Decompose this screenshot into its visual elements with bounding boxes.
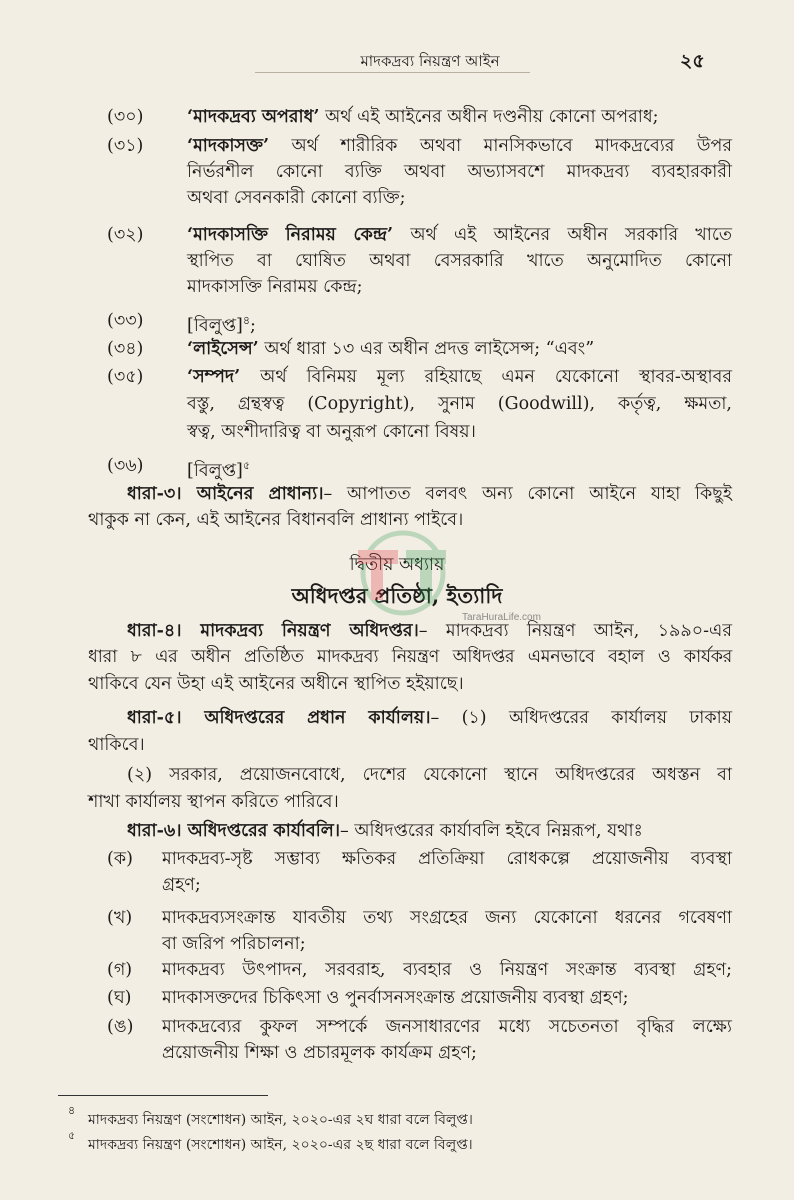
definition-text: অর্থ শারীরিক অথবা মানসিকভাবে মাদকদ্রব্যের উপর	[269, 136, 732, 156]
section-5-line2: থাকিবে।	[88, 735, 145, 755]
item-number: (ঘ)	[107, 988, 132, 1008]
footnote-mark: ৪	[68, 1104, 76, 1117]
item-number: (খ)	[107, 908, 133, 928]
definition-text: অর্থ ধারা ১৩ এর অধীন প্রদত্ত লাইসেন্স; “এবং”	[258, 339, 595, 359]
footnote-rule	[58, 1095, 268, 1096]
definition-36	[187, 453, 250, 484]
item-number: (ঙ)	[107, 1017, 134, 1037]
clause-number: (৩৩)	[107, 311, 144, 331]
item-nga-line1: মাদকদ্রব্যের কুফল সম্পর্কে জনসাধারণের মধ্যে সচেতনতা বৃদ্ধির লক্ষ্যে	[162, 1017, 732, 1037]
defined-term: ‘মাদকদ্রব্য অপরাধ’	[187, 107, 320, 127]
punctuation: ;	[249, 315, 256, 336]
definition-32-line3: মাদকাসক্তি নিরাময় কেন্দ্র;	[187, 277, 363, 297]
definition-31-line3: অথবা সেবনকারী কোনো ব্যক্তি;	[187, 188, 406, 208]
section-text: – মাদকদ্রব্য নিয়ন্ত্রণ আইন, ১৯৯০-এর	[418, 621, 732, 641]
item-kha-line1: মাদকদ্রব্যসংক্রান্ত যাবতীয় তথ্য সংগ্রহের জন্য যেকোনো ধরনের গবেষণা	[162, 908, 732, 928]
item-ka-line2: গ্রহণ;	[162, 875, 201, 895]
chapter-title: দ্বিতীয় অধ্যায়	[349, 555, 445, 575]
section-text: – (১) অধিদপ্তরের কার্যালয় ঢাকায়	[430, 708, 732, 728]
section-heading: ধারা-৫। অধিদপ্তরের প্রধান কার্যালয়।	[127, 708, 431, 728]
header-rule	[255, 72, 530, 73]
section-3-line2: থাকুক না কেন, এই আইনের বিধানবলি প্রাধান্য পাইবে।	[88, 510, 464, 530]
section-5-sub2-line2: শাখা কার্যালয় স্থাপন করিতে পারিবে।	[88, 792, 339, 812]
item-number: (গ)	[107, 960, 133, 980]
item-ga-line1: মাদকদ্রব্য উৎপাদন, সরবরাহ, ব্যবহার ও নিয়ন্ত্রণ সংক্রান্ত ব্যবস্থা গ্রহণ;	[162, 960, 732, 980]
item-kha-line2: বা জরিপ পরিচালনা;	[162, 934, 306, 954]
definition-35-line2: বস্তু, গ্রন্থস্বত্ব (Copyright), সুনাম (Goodwill), কর্তৃত্ব, ক্ষমতা,	[187, 394, 732, 414]
defined-term: ‘মাদকাসক্তি নিরাময় কেন্দ্র’	[187, 225, 394, 245]
repealed-text: [বিলুপ্ত]	[187, 460, 243, 481]
section-5-sub2-line1: (২) সরকার, প্রয়োজনবোধে, দেশের যেকোনো স্থানে অধিদপ্তরের অধস্তন বা	[127, 765, 732, 785]
definition-34	[187, 336, 732, 362]
section-heading: ধারা-৩। আইনের প্রাধান্য।	[127, 484, 324, 504]
definition-30	[187, 104, 732, 130]
definition-text: অর্থ এই আইনের অধীন দণ্ডনীয় কোনো অপরাধ;	[319, 107, 659, 127]
watermark-text: TaraHuraLife.com	[462, 612, 541, 623]
definition-text: অর্থ বিনিময় মূল্য রহিয়াছে এমন যেকোনো স্থাবর-অস্থাবর	[240, 367, 732, 387]
item-gha-line1: মাদকাসক্তদের চিকিৎসা ও পুনর্বাসনসংক্রান্ত প্রয়োজনীয় ব্যবস্থা গ্রহণ;	[162, 988, 629, 1008]
clause-number: (৩১)	[107, 136, 144, 156]
section-6-line1	[127, 818, 732, 844]
clause-number: (৩০)	[107, 107, 144, 127]
clause-number: (৩২)	[107, 225, 144, 245]
repealed-text: [বিলুপ্ত]	[187, 315, 243, 336]
definition-text: অর্থ এই আইনের অধীন সরকারি খাতে	[393, 225, 732, 245]
definition-32-line1	[187, 222, 732, 248]
chapter-subtitle: অধিদপ্তর প্রতিষ্ঠা, ইত্যাদি	[291, 583, 503, 608]
footnote-5: মাদকদ্রব্য নিয়ন্ত্রণ (সংশোধন) আইন, ২০২০-এর ২ছ ধারা বলে বিলুপ্ত।	[88, 1137, 473, 1153]
page-number: ২৫	[680, 50, 705, 72]
section-4-line2: ধারা ৮ এর অধীন প্রতিষ্ঠিত মাদকদ্রব্য নিয়ন্ত্রণ অধিদপ্তর এমনভাবে বহাল ও কার্যকর	[88, 647, 732, 667]
clause-number: (৩৫)	[107, 367, 144, 387]
clause-number: (৩৬)	[107, 456, 144, 476]
footnote-4: মাদকদ্রব্য নিয়ন্ত্রণ (সংশোধন) আইন, ২০২০-এর ২ঘ ধারা বলে বিলুপ্ত।	[88, 1112, 473, 1128]
definition-35-line3: স্বত্ব, অংশীদারিত্ব বা অনুরূপ কোনো বিষয়।	[187, 422, 476, 442]
definition-32-line2: স্থাপিত বা ঘোষিত অথবা বেসরকারি খাতে অনুমোদিত কোনো	[187, 251, 732, 271]
section-heading: ধারা-৪। মাদকদ্রব্য নিয়ন্ত্রণ অধিদপ্তর।	[127, 621, 419, 641]
defined-term: ‘মাদকাসক্ত’	[187, 136, 270, 156]
footnote-mark: ৫	[68, 1129, 76, 1142]
running-header: মাদকদ্রব্য নিয়ন্ত্রণ আইন	[360, 52, 500, 70]
definition-31-line1	[187, 133, 732, 159]
section-4-line3: থাকিবে যেন উহা এই আইনের অধীনে স্থাপিত হইয়াছে।	[88, 674, 464, 694]
section-4-line1	[127, 618, 732, 644]
item-number: (ক)	[107, 849, 133, 869]
footnote-ref: ৫	[242, 459, 250, 472]
item-nga-line2: প্রয়োজনীয় শিক্ষা ও প্রচারমূলক কার্যক্রম গ্রহণ;	[162, 1043, 477, 1063]
section-text: – আপাতত বলবৎ অন্য কোনো আইনে যাহা কিছুই	[323, 484, 732, 504]
section-5-line1	[127, 705, 732, 731]
footnote-ref: ৪	[242, 314, 250, 327]
defined-term: ‘সম্পদ’	[187, 367, 241, 387]
section-3-line1	[127, 481, 732, 507]
section-text: – অধিদপ্তরের কার্যাবলি হইবে নিম্নরূপ, যথাঃ	[340, 821, 643, 841]
definition-33	[187, 308, 256, 339]
item-ka-line1: মাদকদ্রব্য-সৃষ্ট সম্ভাব্য ক্ষতিকর প্রতিক্রিয়া রোধকল্পে প্রয়োজনীয় ব্যবস্থা	[162, 849, 732, 869]
defined-term: ‘লাইসেন্স’	[187, 339, 259, 359]
definition-35-line1	[187, 364, 732, 390]
definition-31-line2: নির্ভরশীল কোনো ব্যক্তি অথবা অভ্যাসবশে মাদকদ্রব্য ব্যবহারকারী	[187, 162, 732, 182]
clause-number: (৩৪)	[107, 339, 144, 359]
section-heading: ধারা-৬। অধিদপ্তরের কার্যাবলি।	[127, 821, 341, 841]
